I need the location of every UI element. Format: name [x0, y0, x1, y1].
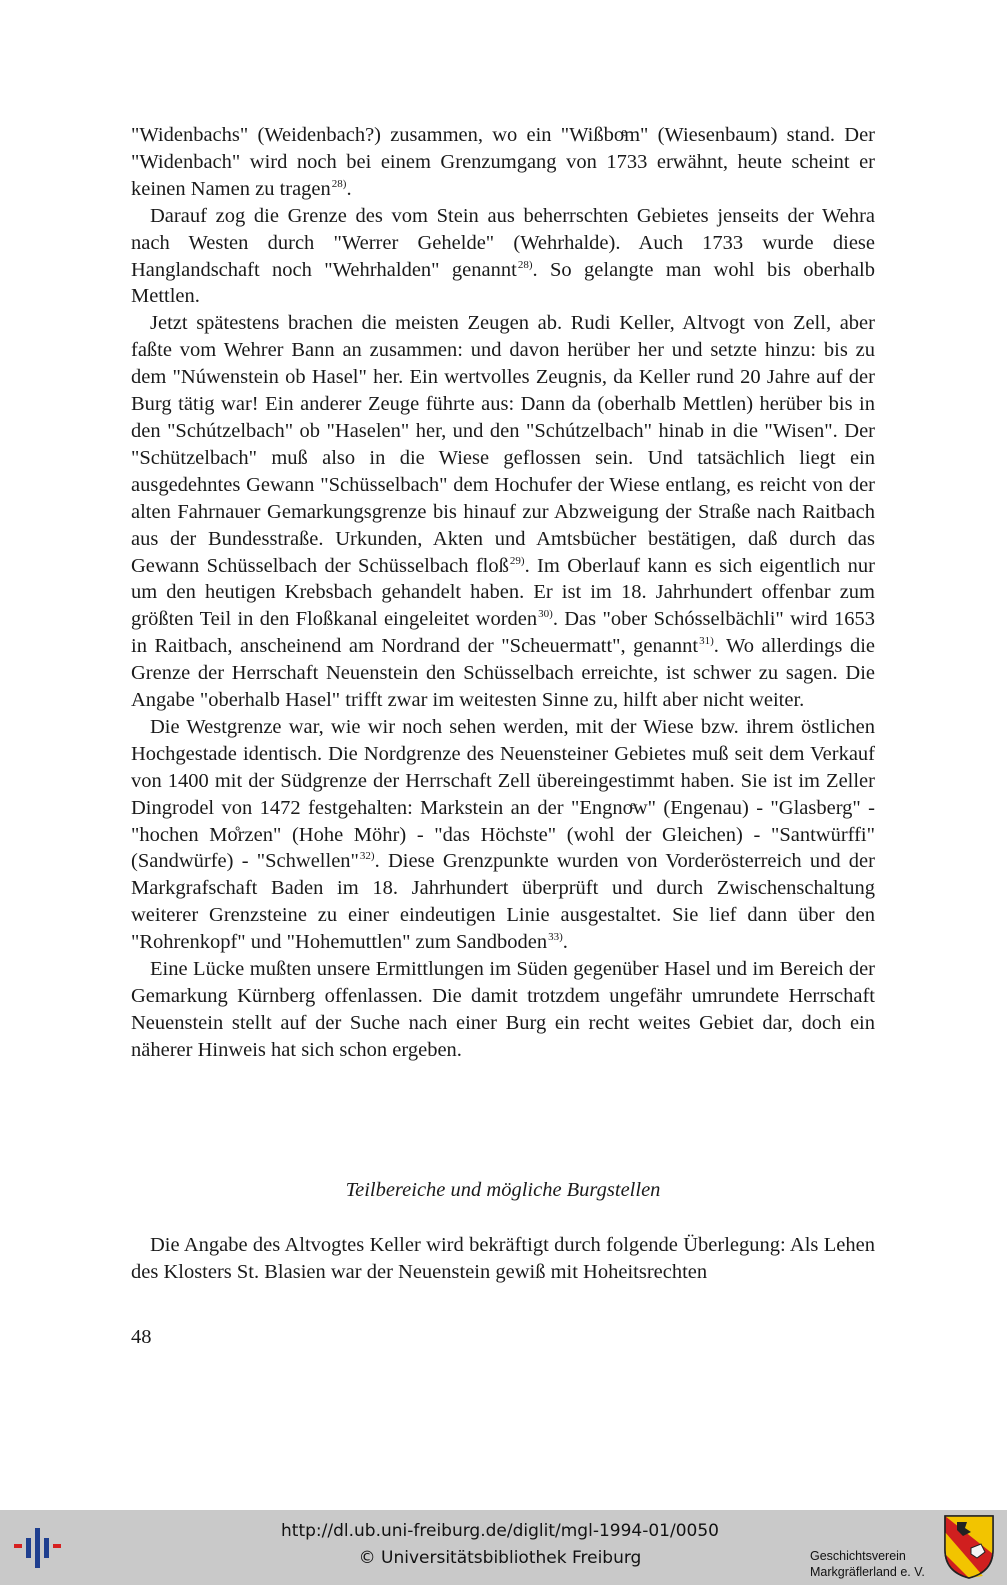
paragraph-text: Jetzt spätestens brachen die meisten Zeugen ab. Rudi Keller, Altvogt von Zell, aber faßte vom Wehrer Bann an zusammen: und davon herüber her und setzte hinzu: bis zu dem "Núwenstein ob Hasel" her. Ein wertvolles Zeugnis, da Keller rund 20 Jahre auf der Burg tätig war! Ein anderer Zeuge führte aus: Dann da (oberhalb Mettlen) herüber bis in den "Schútzelbach" ob "Haselen" her, und den "Schútzelbach" hinab in die "Wisen". Der "Schützelbach" muß also in die Wiese geflossen sein. Und tatsächlich liegt ein ausgedehntes Gewann "Schüsselbach" dem Hochufer der Wiese entlang, es reicht von der alten Fahrnauer Gemarkungsgrenze bis hinauf zur Abzweigung der Straße nach Raitbach aus der Bundesstraße. Urkunden, Akten und Amtsbücher bestätigen, daß durch das Gewann Schüsselbach der Schüsselbach floß [131, 312, 875, 577]
paragraph-text: . Wo allerdings die Grenze der Herrschaft Neuenstein den Schüsselbach erreichte, ist schwer zu sagen. Die Angabe "oberhalb Hasel" trifft zwar im weitesten Sinne zu, hilft aber nicht weiter. [131, 635, 875, 712]
footnote-reference: 32) [359, 850, 375, 863]
section-heading: Teilbereiche und mögliche Burgstellen [345, 1179, 661, 1201]
section-body-text [131, 1232, 875, 1286]
paragraph-text: . [562, 931, 568, 954]
footer-copyright: © Universitätsbibliothek Freiburg [358, 1548, 642, 1568]
paragraph-text: Darauf zog die Grenze des vom Stein aus beherrschten Gebietes jenseits der Wehra nach Westen durch "Werrer Gehelde" (Wehrhalde). Auch 1733 wurde diese Hanglandschaft noch "Wehrhalden" genannt [131, 204, 875, 281]
paragraph-text: Die Westgrenze war, wie wir noch sehen werden, mit der Wiese bzw. ihrem östlichen Hochgestade identisch. Die Nordgrenze des Neuensteiner Gebietes muß seit dem Verkauf von 1400 mit der Südgrenze der Herrschaft Zell übereingestimmt haben. Sie ist im Zeller Dingrodel von 1472 festgehalten: Markstein an der "Engnoͤw" (Engenau) - "Glasberg" - "hochen Mo̊rzen" (Hohe Möhr) - "das Höchste" (wohl der Gleichen) - "Santwürffi" (Sandwürfe) - "Schwellen" [131, 715, 875, 873]
paragraph-text: . So gelangte man wohl bis oberhalb Mettlen. [131, 258, 875, 308]
footer-bar [0, 1510, 1007, 1585]
footer-url-link[interactable]: http://dl.ub.uni-freiburg.de/diglit/mgl-1994-01/0050 [281, 1521, 719, 1541]
paragraph-text: "Widenbachs" (Weidenbach?) zusammen, wo ein "Wißboͤm" (Wiesenbaum) stand. Der "Widenbach" wird noch bei einem Grenzumgang von 1733 erwähnt, heute scheint er keinen Namen zu tragen [131, 124, 875, 200]
footnote-reference: 29) [509, 554, 525, 567]
body-text [131, 122, 875, 1064]
society-name-line2: Markgräflerland e. V. [810, 1565, 925, 1579]
footnote-reference: 28) [517, 258, 533, 271]
footnote-reference: 31) [699, 635, 714, 648]
paragraph-text: . [346, 177, 352, 200]
body-paragraph [131, 203, 875, 311]
footer-center [220, 1518, 780, 1572]
footnote-reference: 33) [548, 931, 563, 944]
section-paragraph: Die Angabe des Altvogtes Keller wird bekräftigt durch folgende Überlegung: Als Lehen des Klosters St. Blasien war der Neuenstein gewiß mit Hoheitsrechten [131, 1234, 875, 1283]
society-name [810, 1548, 925, 1580]
body-paragraph [131, 310, 875, 714]
body-paragraph [131, 714, 875, 956]
paragraph-text: . Im Oberlauf kann es sich eigentlich nur um den heutigen Krebsbach gehandelt haben. Er ist im 18. Jahrhundert offenbar zum größten Teil in den Floßkanal eingeleitet worden [131, 554, 875, 631]
footnote-reference: 28) [331, 177, 347, 190]
paragraph-text: . Das "ober Schósselbächli" wird 1653 in Raitbach, anscheinend am Nordrand der "Scheuermatt", genannt [131, 608, 875, 658]
ub-freiburg-logo-icon [14, 1524, 62, 1572]
footnote-reference: 30) [538, 608, 553, 621]
page-number: 48 [131, 1326, 152, 1348]
society-name-line1: Geschichtsverein [810, 1549, 906, 1563]
paragraph-text: Eine Lücke mußten unsere Ermittlungen im Süden gegenüber Hasel und im Bereich der Gemarkung Kürnberg offenlassen. Die damit trotzdem ungefähr umrundete Herrschaft Neuenstein stellt auf der Suche nach einer Burg ein recht weites Gebiet dar, doch ein näherer Hinweis hat sich schon ergeben. [131, 958, 875, 1061]
paragraph-text: . Diese Grenzpunkte wurden von Vorderösterreich und der Markgrafschaft Baden im 18. Jahrhundert überprüft und durch Zwischenschaltung weiterer Grenzsteine zu einer eindeutigen Linie ausgestaltet. Sie lief dann über den "Rohrenkopf" und "Hohemuttlen" zum Sandboden [131, 850, 875, 954]
body-paragraph [131, 956, 875, 1064]
body-paragraph [131, 122, 875, 203]
coat-of-arms-icon [943, 1514, 995, 1580]
